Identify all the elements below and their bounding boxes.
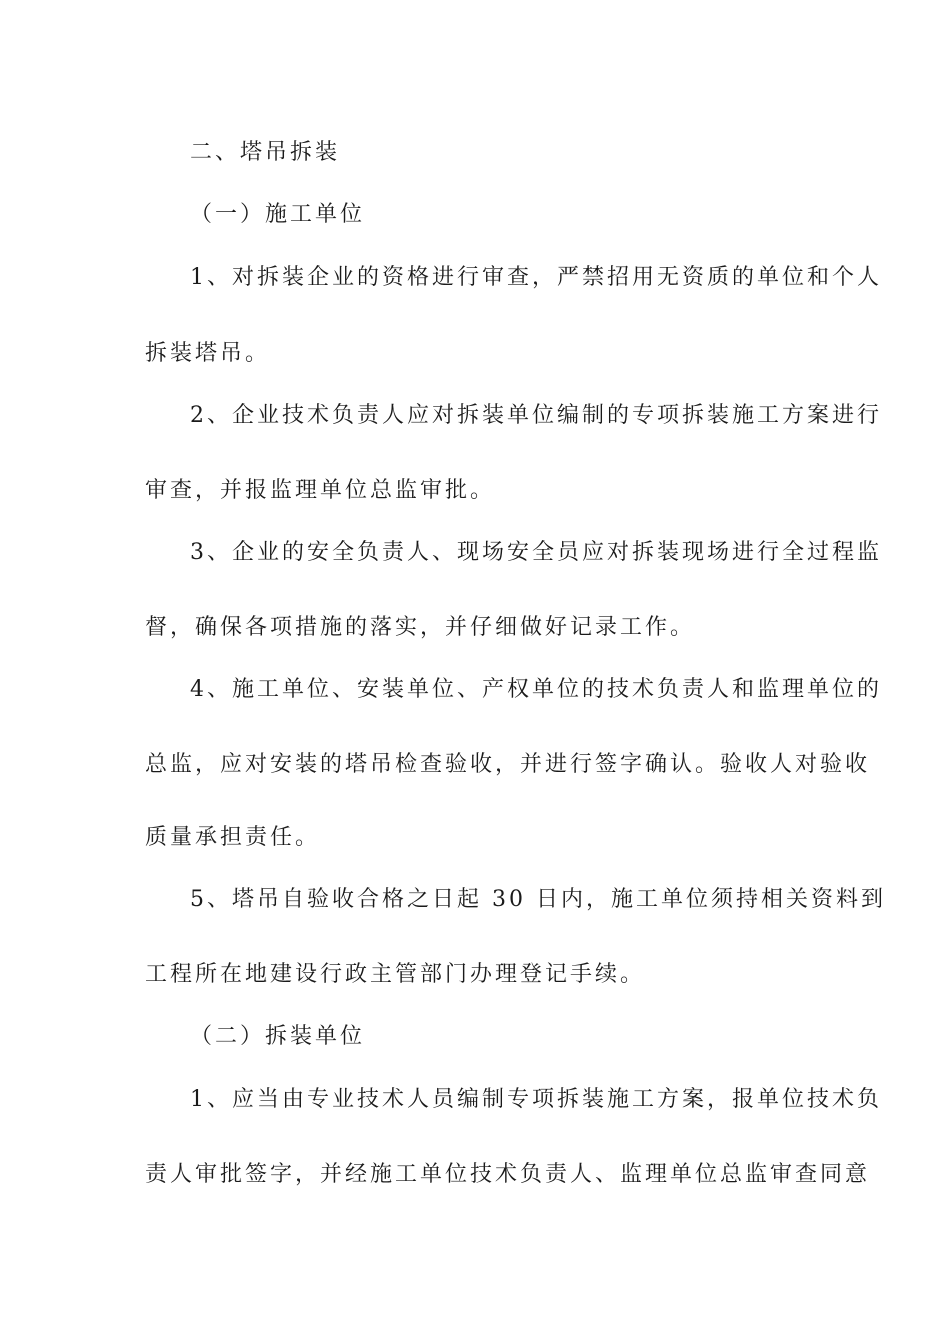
paragraph-2-line-2: 审查，并报监理单位总监审批。 — [145, 478, 496, 503]
paragraph-5-line-1: 5、塔吊自验收合格之日起 30 日内，施工单位须持相关资料到 — [190, 887, 886, 912]
paragraph-3-line-2: 督，确保各项措施的落实，并仔细做好记录工作。 — [145, 615, 696, 640]
paragraph-6-line-2: 责人审批签字，并经施工单位技术负责人、监理单位总监审查同意 — [145, 1162, 871, 1187]
subsection-heading-2: （二）拆装单位 — [190, 1024, 366, 1049]
paragraph-3-line-1: 3、企业的安全负责人、现场安全员应对拆装现场进行全过程监 — [190, 540, 882, 565]
section-heading: 二、塔吊拆装 — [190, 140, 341, 165]
paragraph-6-line-1: 1、应当由专业技术人员编制专项拆装施工方案，报单位技术负 — [190, 1087, 882, 1112]
paragraph-2-line-1: 2、企业技术负责人应对拆装单位编制的专项拆装施工方案进行 — [190, 403, 882, 428]
paragraph-1-line-2: 拆装塔吊。 — [145, 341, 271, 366]
subsection-heading-1: （一）施工单位 — [190, 202, 366, 227]
paragraph-4-line-2: 总监，应对安装的塔吊检查验收，并进行签字确认。验收人对验收 — [145, 752, 871, 777]
paragraph-5-line-2: 工程所在地建设行政主管部门办理登记手续。 — [145, 962, 646, 987]
paragraph-4-line-1: 4、施工单位、安装单位、产权单位的技术负责人和监理单位的 — [190, 677, 882, 702]
paragraph-1-line-1: 1、对拆装企业的资格进行审查，严禁招用无资质的单位和个人 — [190, 265, 882, 290]
paragraph-4-line-3: 质量承担责任。 — [145, 825, 321, 850]
